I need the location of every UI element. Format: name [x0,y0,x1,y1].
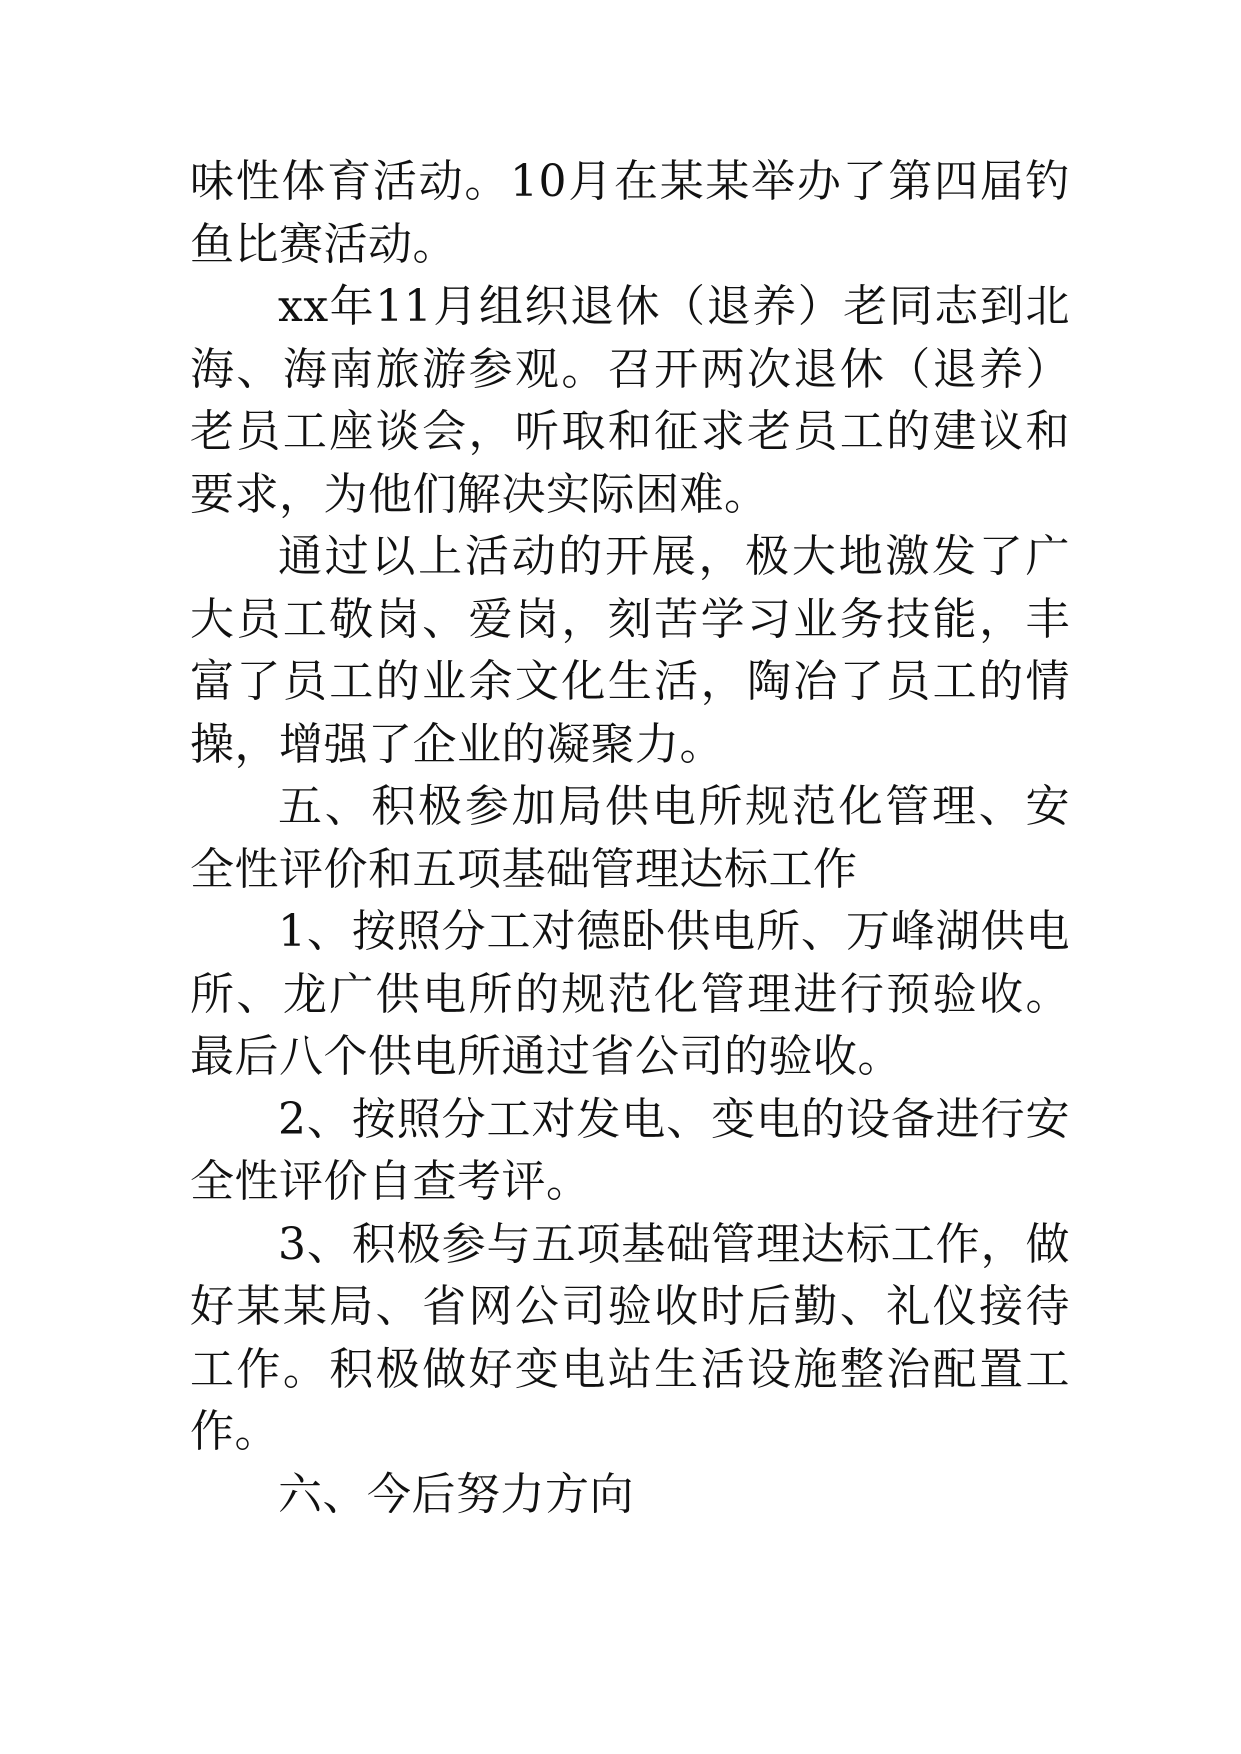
paragraph-activities-continued: 味性体育活动。10月在某某举办了第四届钓鱼比赛活动。 [190,156,1070,270]
section-heading-five: 五、积极参加局供电所规范化管理、安全性评价和五项基础管理达标工作 [190,781,1070,895]
list-item-2: 2、按照分工对发电、变电的设备进行安全性评价自查考评。 [190,1093,1070,1207]
paragraph-activity-results: 通过以上活动的开展，极大地激发了广大员工敬岗、爱岗，刻苦学习业务技能，丰富了员工的业余文化生活，陶冶了员工的情操，增强了企业的凝聚力。 [190,531,1070,770]
document-body [190,151,1070,1526]
list-item-1: 1、按照分工对德卧供电所、万峰湖供电所、龙广供电所的规范化管理进行预验收。最后八个供电所通过省公司的验收。 [190,906,1070,1082]
section-heading-six: 六、今后努力方向 [278,1468,634,1520]
paragraph-retiree-tour: xx年11月组织退休（退养）老同志到北海、海南旅游参观。召开两次退休（退养）老员工座谈会，听取和征求老员工的建议和要求，为他们解决实际困难。 [190,281,1070,520]
list-item-3: 3、积极参与五项基础管理达标工作，做好某某局、省网公司验收时后勤、礼仪接待工作。积极做好变电站生活设施整治配置工作。 [190,1218,1070,1457]
